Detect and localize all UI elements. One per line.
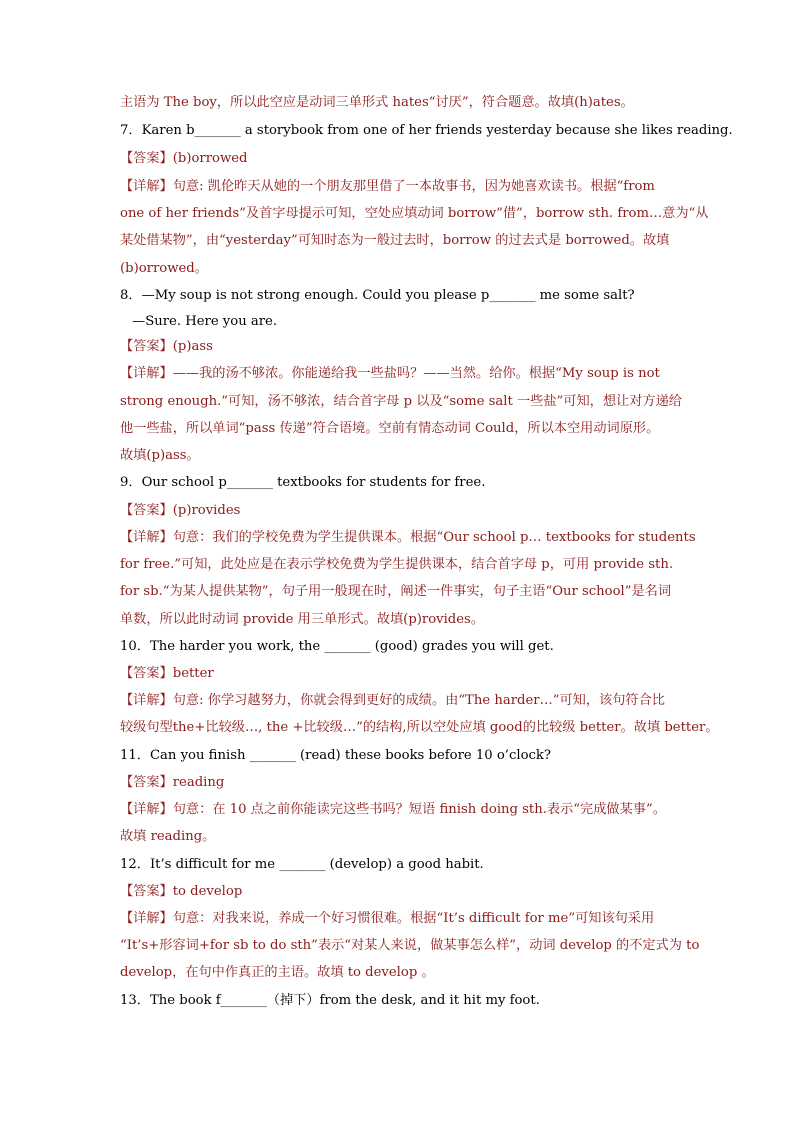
- answer-line: 【答案】(p)rovides: [120, 503, 241, 518]
- answer-line: 【答案】(p)ass: [120, 339, 213, 354]
- explanation-line: 某处借某物”，由“yesterday”可知时态为一般过去时，borrow 的过去式是 borrowed。故填: [120, 233, 670, 248]
- explanation-line: 【详解】句意：在 10 点之前你能读完这些书吗？短语 finish doing sth.表示“完成做某事”。: [120, 802, 666, 817]
- question-8-reply: —Sure. Here you are.: [132, 314, 278, 329]
- explanation-line: 故填(p)ass。: [120, 448, 200, 463]
- explanation-line: (b)orrowed。: [120, 261, 208, 276]
- explanation-line: 【详解】句意: 凯伦昨天从她的一个朋友那里借了一本故事书，因为她喜欢读书。根据“from: [120, 179, 655, 194]
- explanation-line: 【详解】句意: 你学习越努力，你就会得到更好的成绩。由“The harder…”可知，该句符合比: [120, 693, 665, 708]
- question-11: 11．Can you finish _______ (read) these books before 10 o’clock?: [120, 748, 551, 763]
- answer-line: 【答案】reading: [120, 775, 225, 790]
- question-9: 9．Our school p_______ textbooks for students for free.: [120, 475, 486, 490]
- explanation-line: 【详解】句意：我们的学校免费为学生提供课本。根据“Our school p… textbooks for students: [120, 530, 696, 545]
- explanation-line: 较级句型the+比较级…, the +比较级…”的结构,所以空处应填 good的比较级 better。故填 better。: [120, 720, 719, 735]
- explanation-line: for free.”可知，此处应是在表示学校免费为学生提供课本，结合首字母 p，可用 provide sth.: [120, 557, 674, 572]
- answer-line: 【答案】to develop: [120, 884, 243, 899]
- question-13: 13．The book f_______（掉下）from the desk, and it hit my foot.: [120, 993, 540, 1008]
- question-12: 12．It’s difficult for me _______ (develop) a good habit.: [120, 857, 484, 872]
- question-10: 10．The harder you work, the _______ (good) grades you will get.: [120, 639, 554, 654]
- question-7: 7．Karen b_______ a storybook from one of her friends yesterday because she likes reading.: [120, 123, 733, 138]
- question-8: 8．—My soup is not strong enough. Could you please p_______ me some salt?: [120, 288, 635, 303]
- answer-line: 【答案】better: [120, 666, 214, 681]
- explanation-line: 故填 reading。: [120, 829, 216, 844]
- explanation-line: develop，在句中作真正的主语。故填 to develop 。: [120, 965, 435, 980]
- explanation-line: 他一些盐，所以单词“pass 传递”符合语境。空前有情态动词 Could，所以本空用动词原形。: [120, 421, 660, 436]
- explanation-line: 【详解】——我的汤不够浓。你能递给我一些盐吗？——当然。给你。根据“My soup is not: [120, 366, 660, 381]
- explanation-line: strong enough.”可知，汤不够浓，结合首字母 p 以及“some salt 一些盐”可知，想让对方递给: [120, 394, 682, 409]
- explanation-line: 【详解】句意：对我来说，养成一个好习惯很难。根据“It’s difficult for me”可知该句采用: [120, 911, 655, 926]
- answer-line: 【答案】(b)orrowed: [120, 151, 248, 166]
- explanation-line: one of her friends”及首字母提示可知，空处应填动词 borrow“借”，borrow sth. from…意为“从: [120, 206, 709, 221]
- explanation-line: “It’s+形容词+for sb to do sth”表示“对某人来说，做某事怎么样”，动词 develop 的不定式为 to: [120, 938, 700, 953]
- explanation-line: 单数，所以此时动词 provide 用三单形式。故填(p)rovides。: [120, 612, 485, 627]
- explanation-line: 主语为 The boy，所以此空应是动词三单形式 hates“讨厌”，符合题意。故填(h)ates。: [120, 95, 634, 110]
- explanation-line: for sb.“为某人提供某物”，句子用一般现在时，阐述一件事实，句子主语“Our school”是名词: [120, 584, 672, 599]
